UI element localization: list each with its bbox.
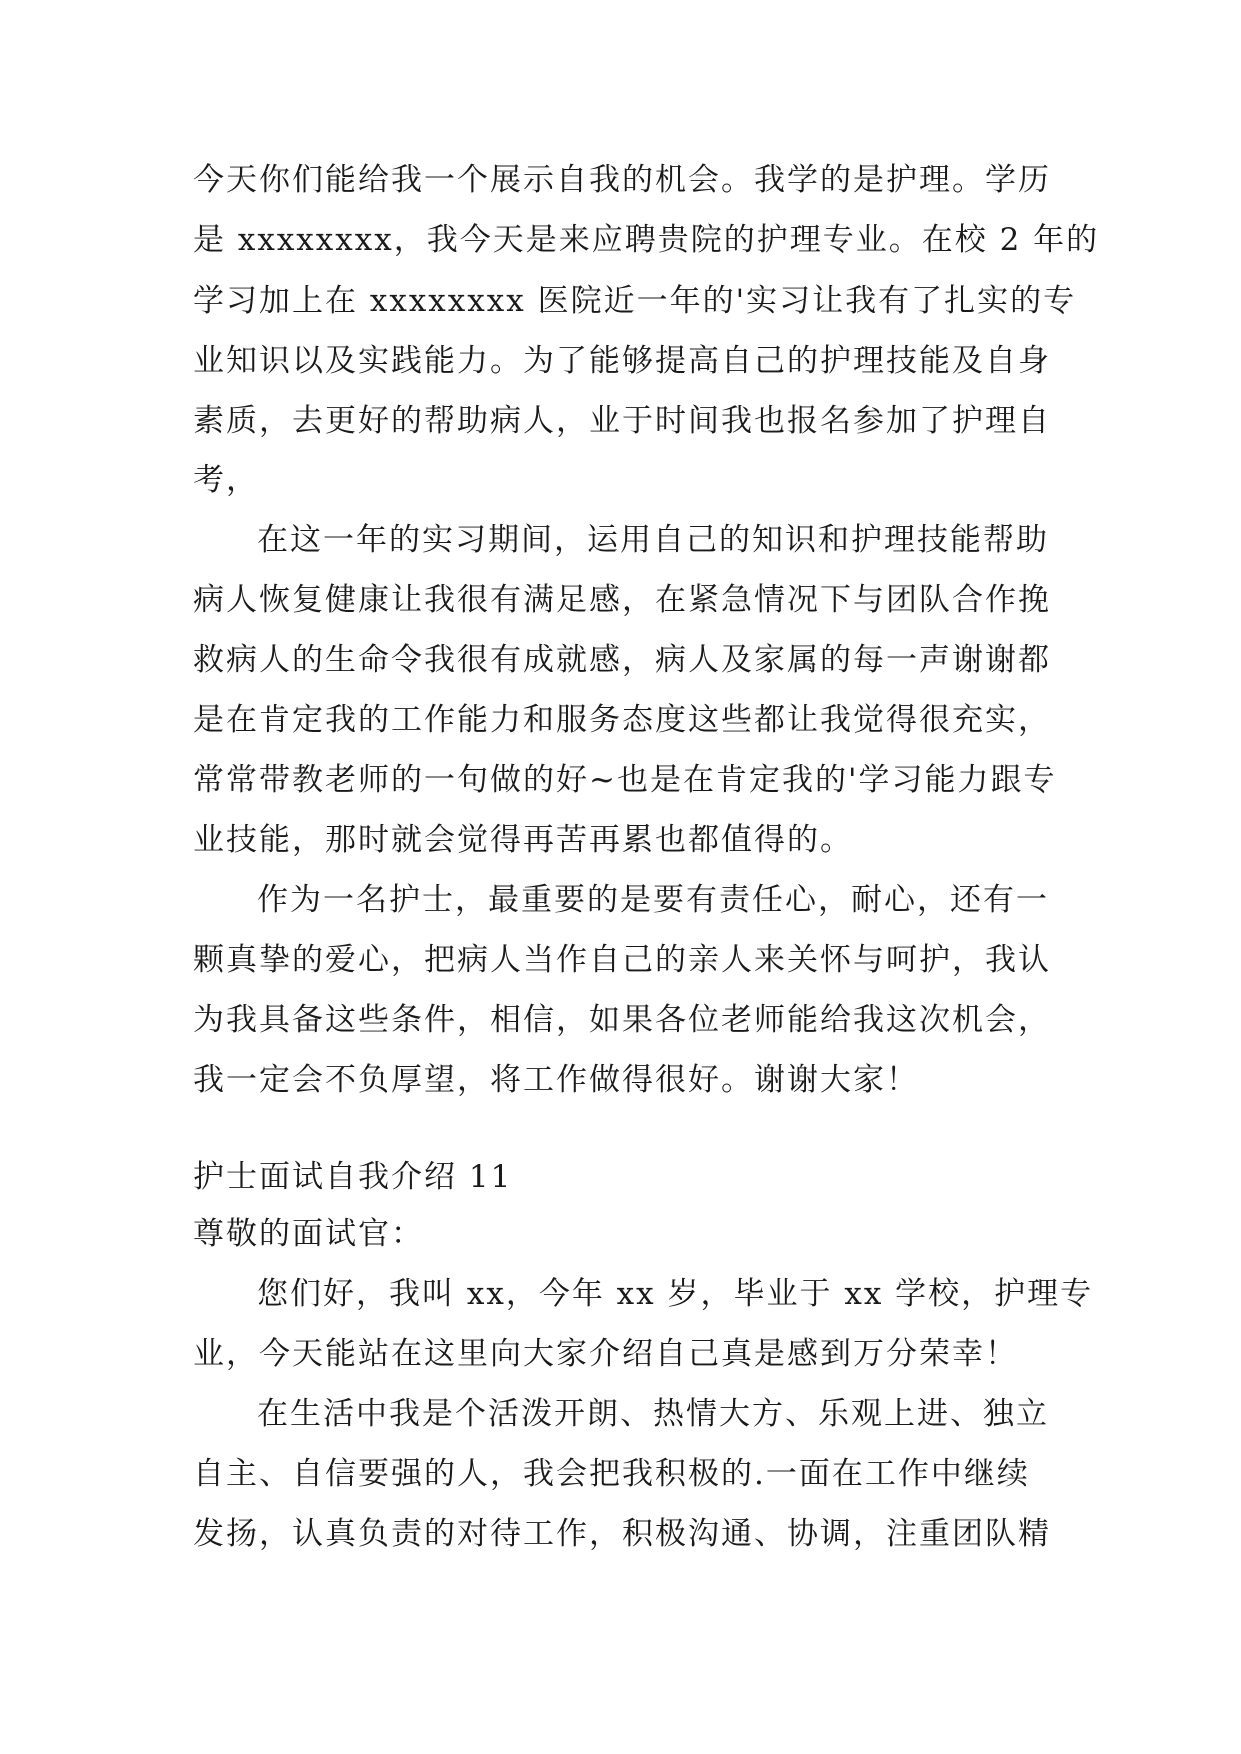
salutation: 尊敬的面试官： — [193, 1216, 424, 1252]
text-line: 素质，去更好的帮助病人，业于时间我也报名参加了护理自 — [193, 403, 1051, 439]
text-line: 是在肯定我的工作能力和服务态度这些都让我觉得很充实， — [193, 702, 1051, 738]
text-line: 今天你们能给我一个展示自我的机会。我学的是护理。学历 — [193, 162, 1051, 198]
text-line: 颗真挚的爱心，把病人当作自己的亲人来关怀与呵护，我认 — [193, 942, 1051, 978]
text-line: 考， — [193, 462, 259, 498]
text-line: 发扬，认真负责的对待工作，积极沟通、协调，注重团队精 — [193, 1516, 1051, 1552]
text-line: 作为一名护士，最重要的是要有责任心，耐心，还有一 — [257, 882, 1049, 918]
text-line: 病人恢复健康让我很有满足感，在紧急情况下与团队合作挽 — [193, 582, 1051, 618]
text-line: 业知识以及实践能力。为了能够提高自己的护理技能及自身 — [193, 343, 1051, 379]
text-line: 业技能，那时就会觉得再苦再累也都值得的。 — [193, 822, 853, 858]
text-line: 救病人的生命令我很有成就感，病人及家属的每一声谢谢都 — [193, 642, 1051, 678]
text-line: 自主、自信要强的人，我会把我积极的.一面在工作中继续 — [193, 1456, 1030, 1492]
text-line: 学习加上在 xxxxxxxx 医院近一年的'实习让我有了扎实的专 — [193, 283, 1077, 319]
text-line: 常常带教老师的一句做的好~也是在肯定我的'学习能力跟专 — [193, 762, 1057, 798]
text-line: 在生活中我是个活泼开朗、热情大方、乐观上进、独立 — [257, 1396, 1049, 1432]
text-line: 为我具备这些条件，相信，如果各位老师能给我这次机会， — [193, 1002, 1051, 1038]
text-line: 是 xxxxxxxx，我今天是来应聘贵院的护理专业。在校 2 年的 — [193, 222, 1100, 258]
text-line: 业，今天能站在这里向大家介绍自己真是感到万分荣幸！ — [193, 1336, 1018, 1372]
section-heading: 护士面试自我介绍 11 — [193, 1159, 513, 1195]
text-line: 您们好，我叫 xx，今年 xx 岁，毕业于 xx 学校，护理专 — [257, 1276, 1094, 1312]
text-line: 我一定会不负厚望，将工作做得很好。谢谢大家！ — [193, 1062, 919, 1098]
text-line: 在这一年的实习期间，运用自己的知识和护理技能帮助 — [257, 522, 1049, 558]
